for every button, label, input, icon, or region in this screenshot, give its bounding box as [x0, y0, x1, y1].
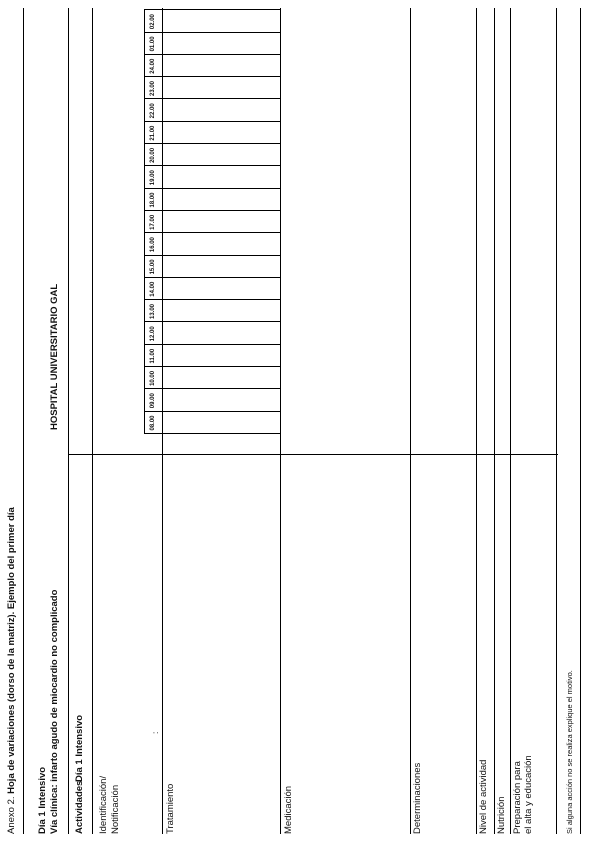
row-nivel: Nivel de actividad [478, 759, 489, 834]
figure-caption: Anexo 2. Hoja de variaciones (dorso de la matriz). Ejemplo del primer día [6, 507, 17, 834]
activities-header: Actividades [74, 780, 85, 834]
frame-bottom-line [580, 8, 581, 834]
hour-label: 17.00 [150, 214, 156, 230]
row-tratamiento: Tratamiento [165, 783, 176, 834]
grid-column-line [144, 165, 280, 166]
grid-column-line [144, 54, 280, 55]
frame-top-line [23, 8, 24, 834]
hour-label: 01.00 [150, 36, 156, 52]
hour-label: 11.00 [150, 348, 156, 364]
hour-label: 10.00 [150, 370, 156, 386]
grid-column-line [144, 255, 280, 256]
row-marker: : [150, 731, 160, 734]
grid-column-line [144, 232, 280, 233]
row-line [556, 8, 557, 834]
header-underline [92, 8, 93, 834]
hour-label: 18.00 [150, 192, 156, 208]
grid-top-line [144, 10, 145, 434]
hour-label: 02.00 [150, 14, 156, 30]
hour-label: 15.00 [150, 259, 156, 275]
pathway-label: Vía clínica: infarto agudo de miocardio no complicado [49, 589, 60, 834]
row-line [476, 8, 477, 834]
row-line [280, 8, 281, 834]
grid-column-line [144, 143, 280, 144]
row-preparacion-2: el alta y educación [523, 755, 534, 834]
hour-label: 21.00 [150, 125, 156, 141]
row-preparacion-1: Preparación para [512, 761, 523, 834]
header-row-line [68, 8, 69, 834]
hour-label: 22.00 [150, 103, 156, 119]
hospital-name: HOSPITAL UNIVERSITARIO GAL [49, 283, 60, 430]
row-line [494, 8, 495, 834]
hour-label: 08.00 [150, 415, 156, 431]
hour-label: 09.00 [150, 393, 156, 409]
hour-label: 12.00 [150, 326, 156, 342]
grid-column-line [144, 188, 280, 189]
grid-column-line [144, 277, 280, 278]
row-identificacion-1: Identificación/ [98, 775, 109, 834]
row-line [410, 8, 411, 834]
hour-label: 13.00 [150, 304, 156, 320]
grid-header-line [162, 10, 163, 434]
hour-label: 20.00 [150, 147, 156, 163]
grid-column-line [144, 99, 280, 100]
hour-label: 16.00 [150, 237, 156, 253]
row-identificacion-2: Notificación [110, 784, 121, 834]
hour-label: 23.00 [150, 81, 156, 97]
grid-column-line [144, 299, 280, 300]
row-line [510, 8, 511, 834]
grid-column-line [144, 411, 280, 412]
grid-column-line [144, 76, 280, 77]
hour-label: 24.00 [150, 58, 156, 74]
hour-label: 14.00 [150, 281, 156, 297]
grid-column-line [144, 322, 280, 323]
row-determinaciones: Determinaciones [412, 762, 423, 834]
grid-column-line [144, 366, 280, 367]
grid-column-line [144, 388, 280, 389]
grid-column-line [144, 121, 280, 122]
grid-column-line [144, 433, 280, 434]
grid-column-line [144, 9, 280, 10]
day-column-header: Día 1 Intensivo [74, 714, 85, 782]
grid-column-line [144, 210, 280, 211]
footnote: Si alguna acción no se realiza explique el motivo. [565, 670, 574, 834]
grid-column-line [144, 344, 280, 345]
day-label: Día 1 Intensivo [37, 766, 48, 834]
hour-label: 19.00 [150, 170, 156, 186]
right-block-divider [68, 454, 558, 455]
row-nutricion: Nutrición [496, 796, 507, 834]
row-medicacion: Medicación [283, 785, 294, 834]
grid-column-line [144, 32, 280, 33]
